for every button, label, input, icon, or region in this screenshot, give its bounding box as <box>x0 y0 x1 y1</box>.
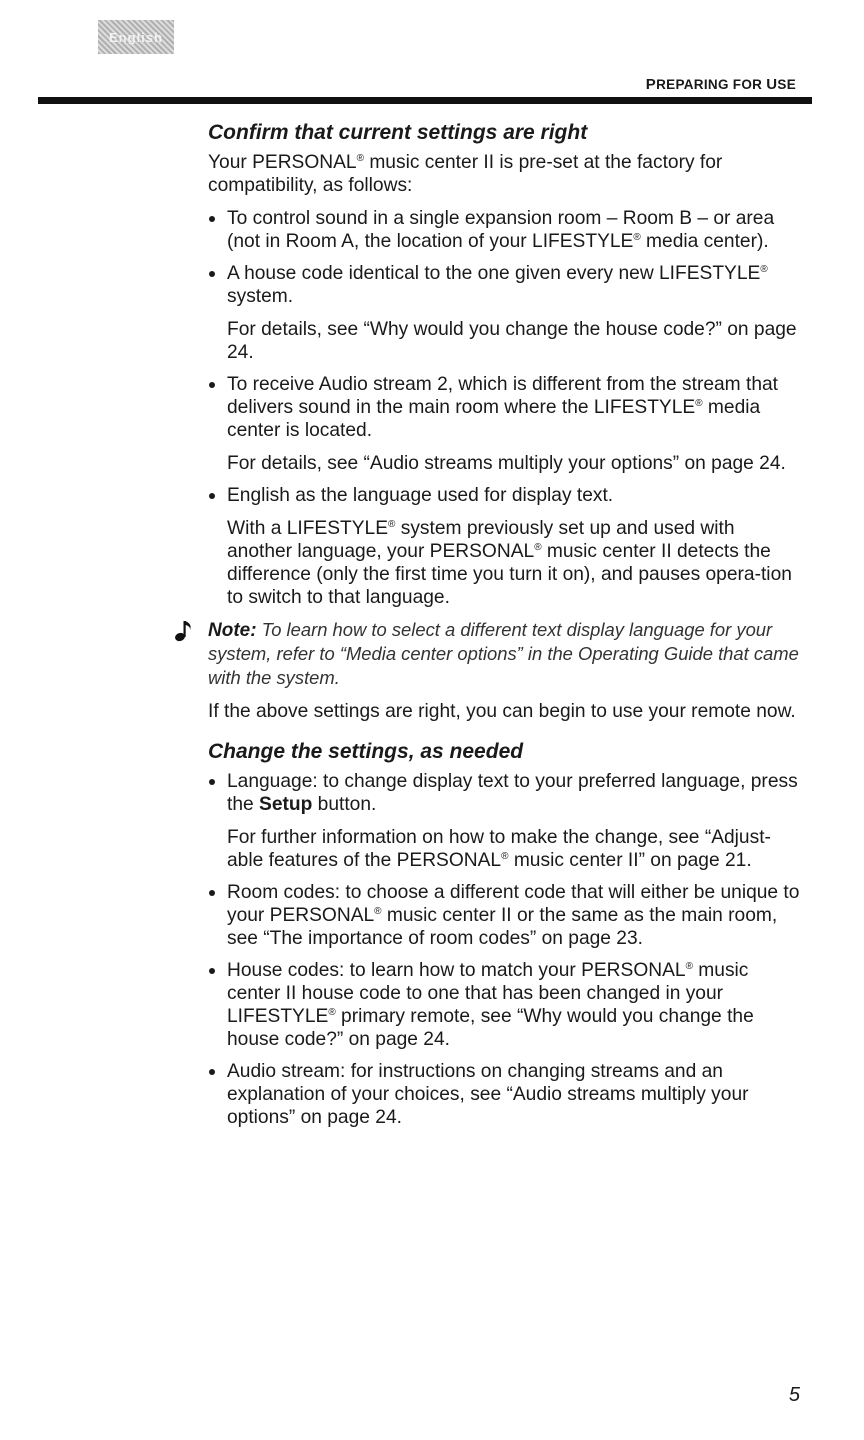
list-item: English as the language used for display text. With a LIFESTYLE® system previously set up and used with another language, your PERSONAL® music center II detects the difference (only the first time you turn it on), and pauses opera-tion to switch to that language. <box>208 484 804 609</box>
change-list <box>208 770 804 1129</box>
list-item: A house code identical to the one given every new LIFESTYLE® system. For details, see “Why would you change the house code?” on page 24. <box>208 262 804 364</box>
list-item-detail: For details, see “Audio streams multiply your options” on page 24. <box>227 453 786 474</box>
language-tab: English <box>98 20 174 54</box>
header-rule <box>38 97 812 104</box>
music-note-icon <box>174 618 194 642</box>
list-item: To receive Audio stream 2, which is different from the stream that delivers sound in the main room where the LIFESTYLE® media center is located. For details, see “Audio streams multiply your options” on page 24. <box>208 373 804 475</box>
note-text: To learn how to select a different text display language for your system, refer to “Media center options” in the Operating Guide that came with the system. <box>208 619 799 688</box>
settings-list <box>208 207 804 609</box>
section-heading-change: Change the settings, as needed <box>208 740 524 763</box>
page-content <box>208 120 804 1138</box>
note-label: Note: <box>208 620 257 641</box>
list-item-detail: With a LIFESTYLE® system previously set up and used with another language, your PERSONAL® music center II detects the difference (only the first time you turn it on), and pauses opera-tion to switch to that language. <box>227 518 792 608</box>
note-block <box>208 618 804 690</box>
list-item: House codes: to learn how to match your PERSONAL® music center II house code to one that has been changed in your LIFESTYLE® primary remote, see “Why would you change the house code?” on page 24. <box>208 959 804 1051</box>
list-item: Room codes: to choose a different code that will either be unique to your PERSONAL® music center II or the same as the main room, see “The importance of room codes” on page 23. <box>208 881 804 950</box>
list-item-detail: For details, see “Why would you change the house code?” on page 24. <box>227 319 797 363</box>
intro-paragraph: Your PERSONAL® music center II is pre-set at the factory for compatibility, as follows: <box>208 152 723 196</box>
page-number: 5 <box>788 1384 800 1406</box>
running-head: PREPARING FOR USE <box>645 76 796 93</box>
list-item: To control sound in a single expansion room – Room B – or area (not in Room A, the location of your LIFESTYLE® media center). <box>208 207 804 253</box>
list-item-detail: For further information on how to make the change, see “Adjust-able features of the PERSONAL® music center II” on page 21. <box>227 827 771 871</box>
list-item: Language: to change display text to your preferred language, press the Setup button. For further information on how to make the change, see “Adjust-able features of the PERSONAL® music center II” on page 21. <box>208 770 804 872</box>
list-item: Audio stream: for instructions on changing streams and an explanation of your choices, see “Audio streams multiply your options” on page 24. <box>208 1060 804 1129</box>
section-heading-confirm: Confirm that current settings are right <box>208 121 588 144</box>
closing-paragraph: If the above settings are right, you can begin to use your remote now. <box>208 701 796 722</box>
